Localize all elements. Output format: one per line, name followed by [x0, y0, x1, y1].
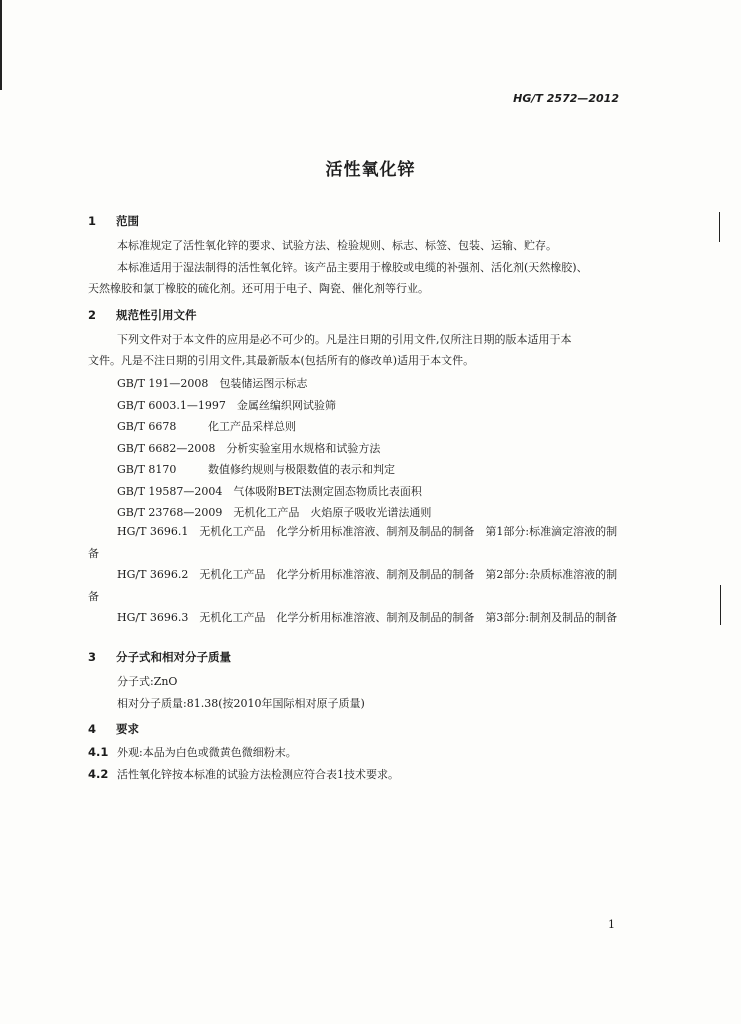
section-number: 4	[88, 722, 97, 736]
section-heading-4	[88, 721, 139, 737]
scan-edge	[0, 0, 2, 90]
section-number: 3	[88, 650, 97, 664]
section-heading-1	[88, 213, 139, 229]
document-title: 活性氧化锌	[325, 160, 416, 180]
reference-title: 分析实验室用水规格和试验方法	[226, 442, 381, 455]
subsection-number: 4.2	[88, 767, 109, 781]
reference-item	[117, 375, 307, 391]
reference-item-long: HG/T 3696.3 无机化工产品 化学分析用标准溶液、制剂及制品的制备 第3部分:制剂及制品的制备	[117, 611, 618, 624]
formula-line: 分子式:ZnO	[117, 675, 178, 688]
reference-item-long: HG/T 3696.1 无机化工产品 化学分析用标准溶液、制剂及制品的制备 第1部分:标准滴定溶液的制备	[88, 525, 618, 560]
reference-item	[117, 483, 422, 499]
scan-edge	[719, 212, 720, 242]
reference-code: GB/T 6682—2008	[117, 442, 216, 455]
reference-code: GB/T 8170	[117, 463, 177, 476]
reference-title: 化工产品采样总则	[208, 420, 296, 433]
paragraph: 本标准适用于湿法制得的活性氧化锌。该产品主要用于橡胶或电缆的补强剂、活化剂(天然橡胶)、	[117, 261, 588, 274]
reference-title: 气体吸附BET法测定固态物质比表面积	[233, 485, 422, 498]
reference-code: GB/T 19587—2004	[117, 485, 223, 498]
reference-item-long: HG/T 3696.2 无机化工产品 化学分析用标准溶液、制剂及制品的制备 第2部分:杂质标准溶液的制备	[88, 568, 618, 603]
paragraph: 本标准规定了活性氧化锌的要求、试验方法、检验规则、标志、标签、包装、运输、贮存。	[117, 239, 557, 252]
molecular-mass-line: 相对分子质量:81.38(按2010年国际相对原子质量)	[117, 697, 365, 710]
reference-item	[117, 440, 380, 456]
reference-item	[117, 397, 336, 413]
section-title: 规范性引用文件	[116, 308, 197, 322]
reference-title: 数值修约规则与极限数值的表示和判定	[208, 463, 395, 476]
reference-item	[117, 418, 296, 434]
section-title: 要求	[116, 722, 139, 736]
section-number: 1	[88, 214, 97, 228]
reference-title: 包装储运图示标志	[219, 377, 308, 390]
reference-code: GB/T 23768—2009	[117, 506, 223, 519]
reference-item	[117, 504, 431, 520]
paragraph: 文件。凡是不注日期的引用文件,其最新版本(包括所有的修改单)适用于本文件。	[88, 354, 475, 367]
subsection-text: 活性氧化锌按本标准的试验方法检测应符合表1技术要求。	[117, 768, 399, 781]
section-title: 范围	[116, 214, 139, 228]
page-number: 1	[608, 918, 615, 931]
reference-title: 无机化工产品 火焰原子吸收光谱法通则	[233, 506, 432, 519]
reference-code: GB/T 191—2008	[117, 377, 209, 390]
reference-code: GB/T 6003.1—1997	[117, 399, 226, 412]
reference-item	[117, 461, 395, 477]
subsection-number: 4.1	[88, 745, 109, 759]
reference-code: GB/T 6678	[117, 420, 177, 433]
section-heading-2	[88, 307, 197, 323]
subsection-4-1	[88, 745, 297, 760]
section-number: 2	[88, 308, 97, 322]
paragraph: 下列文件对于本文件的应用是必不可少的。凡是注日期的引用文件,仅所注日期的版本适用于本	[117, 333, 572, 346]
standard-code: HG/T 2572—2012	[513, 92, 619, 105]
paragraph: 天然橡胶和氯丁橡胶的硫化剂。还可用于电子、陶瓷、催化剂等行业。	[88, 282, 429, 295]
section-title: 分子式和相对分子质量	[116, 650, 231, 664]
subsection-4-2	[88, 767, 399, 782]
reference-title: 金属丝编织网试验筛	[236, 399, 336, 412]
scan-edge	[720, 585, 721, 625]
section-heading-3	[88, 649, 231, 665]
subsection-text: 外观:本品为白色或微黄色微细粉末。	[117, 746, 297, 759]
